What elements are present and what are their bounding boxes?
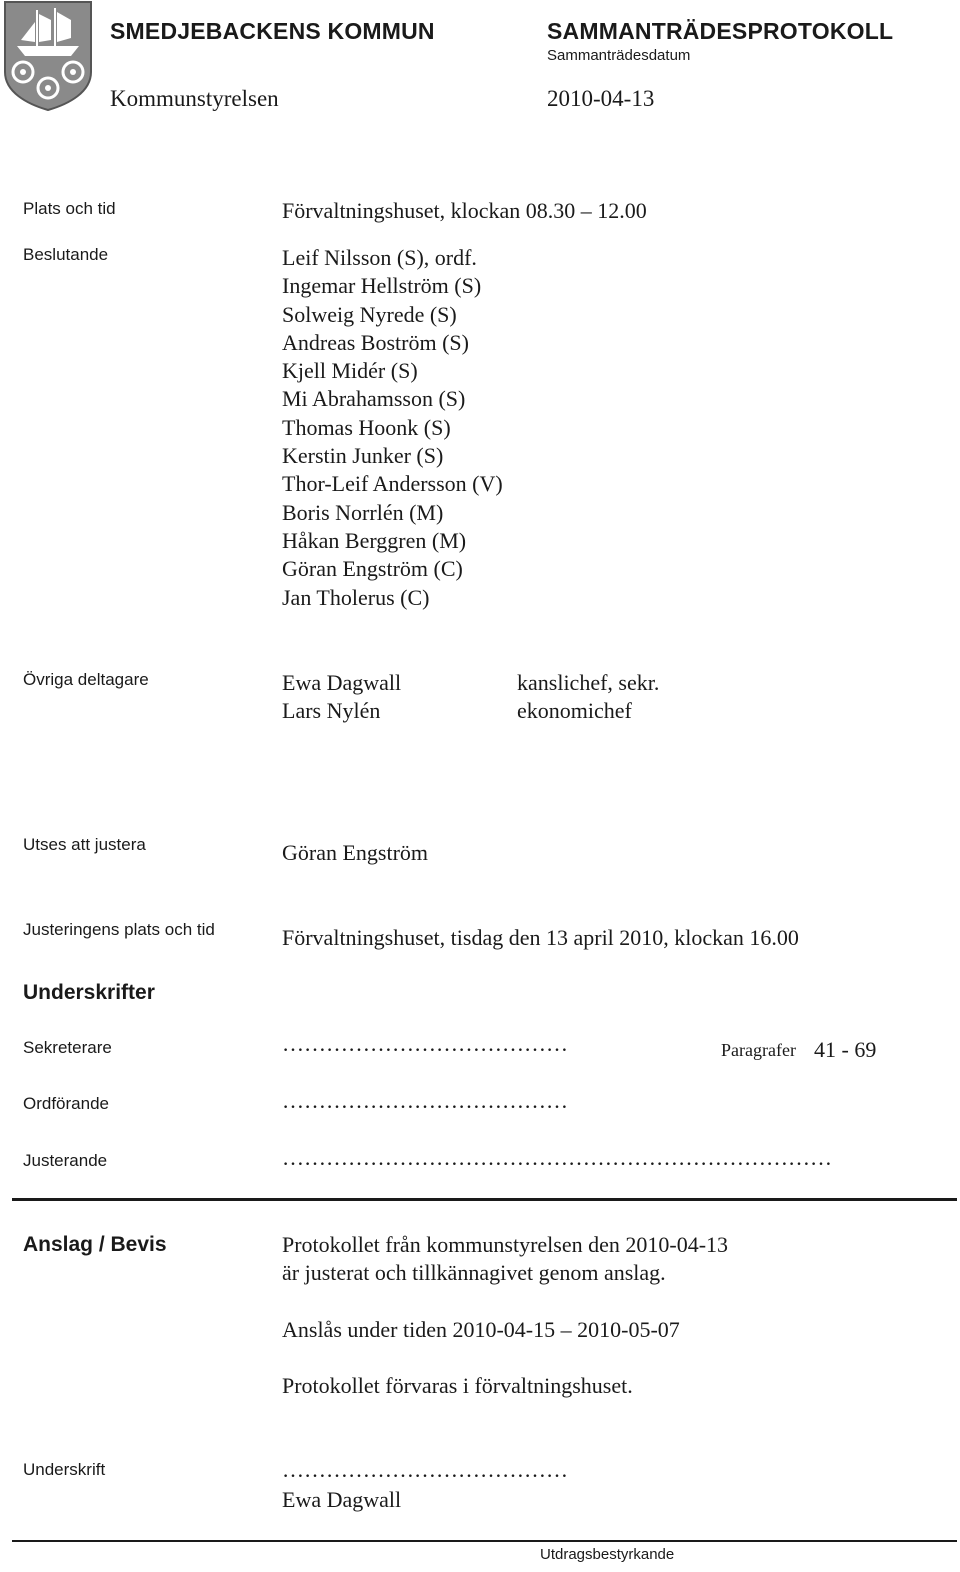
posting-period: Anslås under tiden 2010-04-15 – 2010-05-07 [282,1317,680,1342]
notice-line-2: är justerat och tillkännagivet genom anslag. [282,1260,666,1285]
document-type: SAMMANTRÄDESPROTOKOLL [547,18,894,44]
adjuster-appointed-label: Utses att justera [23,835,146,854]
list-item: Thor-Leif Andersson (V) [282,471,503,497]
deciding-members-label: Beslutande [23,245,109,264]
list-item: Boris Norrlén (M) [282,499,444,525]
signature-label: Underskrift [23,1460,106,1479]
committee-name: Kommunstyrelsen [110,86,279,111]
paragraphs-range: 41 - 69 [814,1037,877,1062]
list-item: Leif Nilsson (S), ordf. [282,245,477,270]
list-item: Jan Tholerus (C) [282,584,430,610]
participant-role: kanslichef, sekr. [517,670,660,695]
list-item: Göran Engström (C) [282,556,463,582]
other-participants-label: Övriga deltagare [23,670,149,689]
signature-line: ………………………………… [282,1457,568,1482]
list-item: Kjell Midér (S) [282,358,418,384]
list-item: Thomas Hoonk (S) [282,414,451,440]
storage-location: Protokollet förvaras i förvaltningshuset. [282,1373,633,1398]
adjustment-place-label: Justeringens plats och tid [23,920,215,939]
section-divider [12,1198,957,1201]
chair-label: Ordförande [23,1094,109,1113]
list-item: Håkan Berggren (M) [282,527,467,553]
list-item: Ingemar Hellström (S) [282,273,482,299]
organization-name: SMEDJEBACKENS KOMMUN [110,18,435,44]
adjustment-place-value: Förvaltningshuset, tisdag den 13 april 2010, klockan 16.00 [282,925,799,950]
secretary-signature-line: ………………………………… [282,1031,568,1056]
notice-line-1: Protokollet från kommunstyrelsen den 2010-04-13 [282,1232,729,1257]
participant-name: Ewa Dagwall [282,670,402,695]
secretary-label: Sekreterare [23,1038,112,1057]
certifier-label: Utdragsbestyrkande [540,1546,675,1563]
list-item: Andreas Boström (S) [282,329,469,355]
meeting-date: 2010-04-13 [547,86,655,111]
signer-name: Ewa Dagwall [282,1487,402,1512]
list-item: Solweig Nyrede (S) [282,301,457,327]
adjuster-appointed-value: Göran Engström [282,840,429,865]
meeting-date-label: Sammanträdesdatum [547,47,691,64]
notice-heading: Anslag / Bevis [23,1233,167,1256]
footer-divider [12,1540,957,1542]
place-time-value: Förvaltningshuset, klockan 08.30 – 12.00 [282,198,647,223]
municipal-coat-of-arms-logo [3,0,93,112]
list-item: Mi Abrahamsson (S) [282,386,466,412]
adjuster-label: Justerande [23,1151,108,1170]
participant-name: Lars Nylén [282,698,381,723]
chair-signature-line: ………………………………… [282,1088,568,1113]
list-item: Kerstin Junker (S) [282,443,444,469]
deciding-members-list [282,244,503,612]
participant-role: ekonomichef [517,698,632,723]
adjuster-signature-line: ………………………………………………………………… [282,1145,832,1170]
place-time-label: Plats och tid [23,199,116,218]
signatures-heading: Underskrifter [23,981,155,1004]
paragraphs-label: Paragrafer [721,1040,796,1060]
